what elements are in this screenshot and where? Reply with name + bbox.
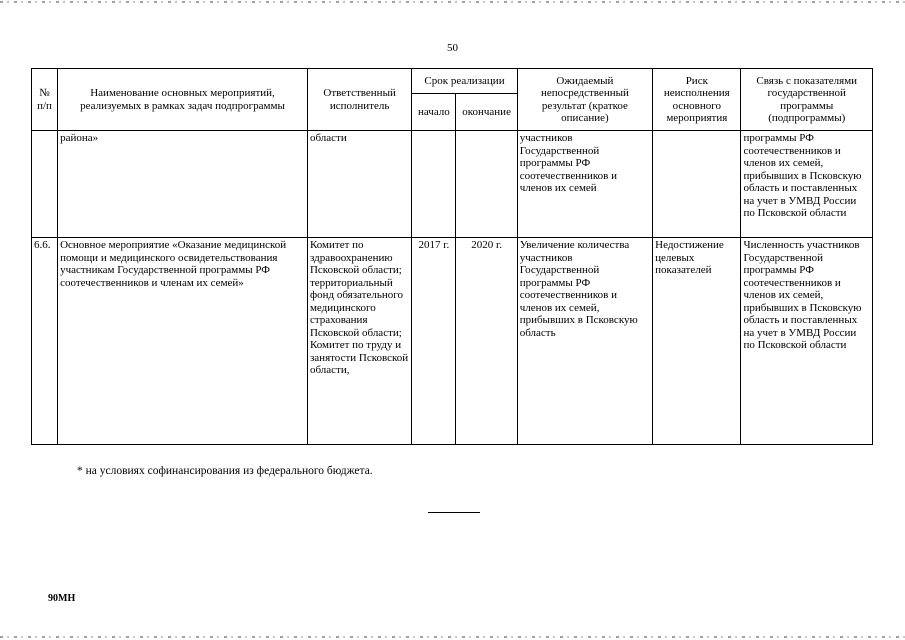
row-end: 2020 г. [456, 238, 517, 445]
row-num: 6.6. [32, 238, 58, 445]
row-start [412, 131, 456, 238]
header-term-end: окончание [456, 94, 517, 131]
header-num: № п/п [32, 69, 58, 131]
header-term-start: начало [412, 94, 456, 131]
row-executor: Комитет по здравоохранению Псковской области; территориальный фонд обязательного медицинского страхования Псковской области; Комитет по труду и занятости Псковской области, [307, 238, 411, 445]
end-divider [428, 512, 480, 513]
activities-table [31, 68, 873, 445]
table-row [32, 131, 873, 238]
row-expected-result: участников Государственной программы РФ соотечественников и членов их семей [517, 131, 652, 238]
footnote: * на условиях софинансирования из федерального бюджета. [77, 465, 373, 477]
row-start: 2017 г. [412, 238, 456, 445]
header-term: Срок реализации [412, 69, 517, 94]
row-end [456, 131, 517, 238]
page-number: 50 [447, 42, 458, 54]
table-header-row [32, 69, 873, 94]
table-row [32, 238, 873, 445]
row-indicator-link: Численность участников Государственной программы РФ соотечественников и членов их семей, прибывших в Псковскую область и поставленных на учет в УМВД России по Псковской области [741, 238, 873, 445]
scan-edge-bottom [0, 636, 905, 638]
scan-edge-top [0, 1, 905, 3]
row-expected-result: Увеличение количества участников Государственной программы РФ соотечественников и членов их семей, прибывших в Псковскую область [517, 238, 652, 445]
row-risk [653, 131, 741, 238]
row-executor: области [307, 131, 411, 238]
row-activity-name: Основное мероприятие «Оказание медицинской помощи и медицинского освидетельствования участникам Государственной программы РФ соотечественников и членам их семей» [58, 238, 308, 445]
header-executor: Ответственный исполнитель [307, 69, 411, 131]
header-activity-name: Наименование основных мероприятий, реализуемых в рамках задач подпрограммы [58, 69, 308, 131]
document-code: 90МН [48, 593, 76, 604]
header-risk: Риск неисполнения основного мероприятия [653, 69, 741, 131]
row-risk: Недостижение целевых показателей [653, 238, 741, 445]
header-indicator-link: Связь с показателями государственной программы (подпрограммы) [741, 69, 873, 131]
row-num [32, 131, 58, 238]
row-indicator-link: программы РФ соотечественников и членов их семей, прибывших в Псковскую область и поставленных на учет в УМВД России по Псковской области [741, 131, 873, 238]
row-activity-name: района» [58, 131, 308, 238]
header-expected-result: Ожидаемый непосредственный результат (краткое описание) [517, 69, 652, 131]
